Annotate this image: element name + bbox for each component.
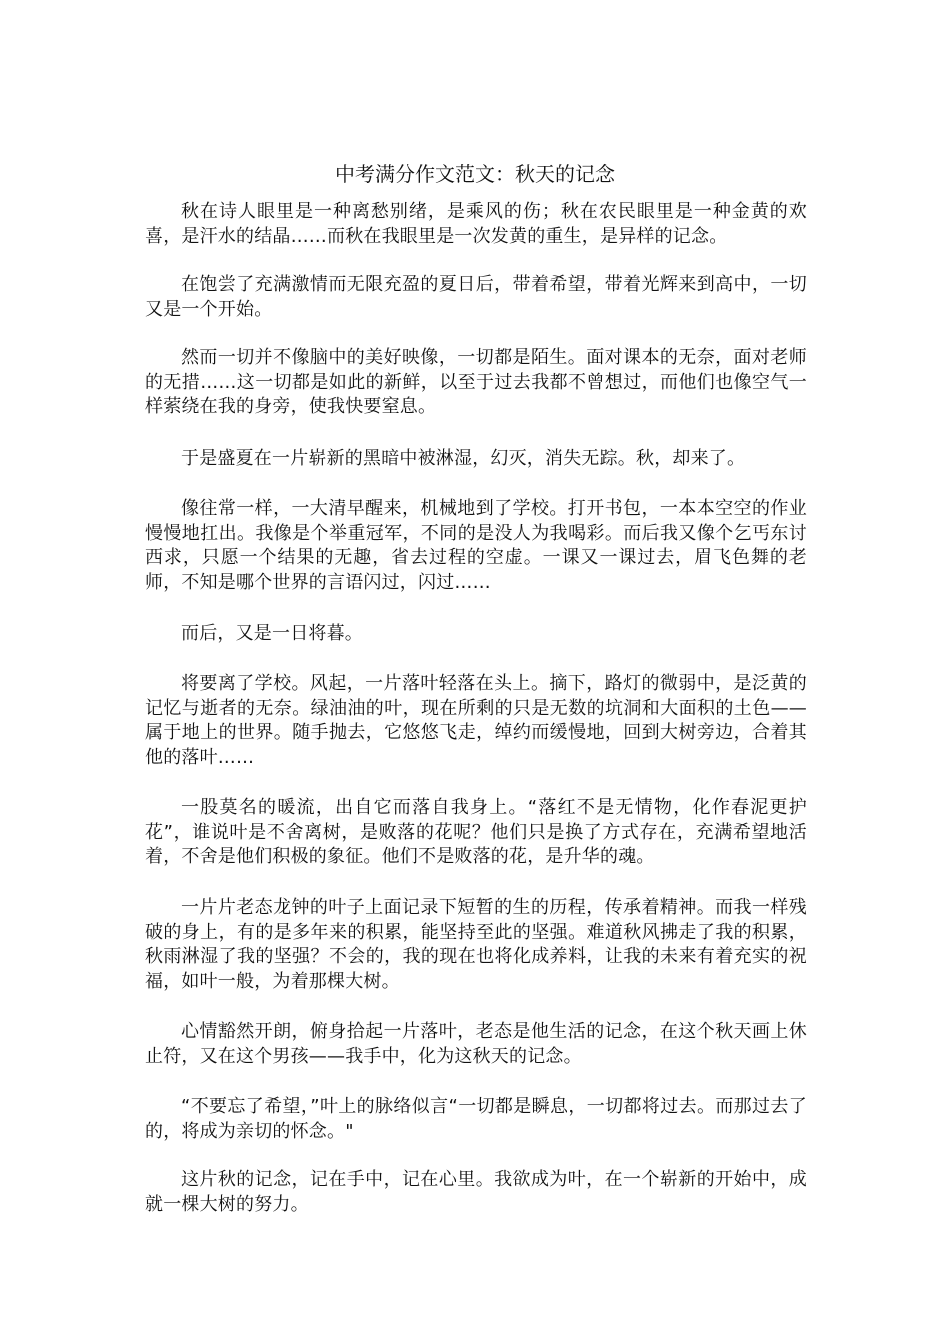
paragraph-10: 心情豁然开朗，俯身拾起一片落叶，老态是他生活的记念，在这个秋天画上休止符，又在这个男孩——我手中，化为这秋天的记念。 — [145, 1021, 807, 1067]
paragraph-4: 于是盛夏在一片崭新的黑暗中被淋湿，幻灭，消失无踪。秋，却来了。 — [181, 448, 746, 469]
paragraph-6: 而后，又是一日将暮。 — [181, 623, 363, 644]
paragraph-1: 秋在诗人眼里是一种离愁别绪，是乘风的伤；秋在农民眼里是一种金黄的欢喜，是汗水的结晶……而秋在我眼里是一次发黄的重生，是异样的记念。 — [145, 201, 807, 247]
paragraph-11: “不要忘了希望，”叶上的脉络似言“一切都是瞬息，一切都将过去。而那过去了的，将成为亲切的怀念。" — [145, 1096, 807, 1142]
paragraph-2: 在饱尝了充满激情而无限充盈的夏日后，带着希望，带着光辉来到高中，一切又是一个开始。 — [145, 274, 807, 320]
paragraph-9: 一片片老态龙钟的叶子上面记录下短暂的生的历程，传承着精神。而我一样残破的身上，有的是多年来的积累，能坚持至此的坚强。难道秋风拂走了我的积累，秋雨淋湿了我的坚强？不会的，我的现在也将化成养料，让我的未来有着充实的祝福，如叶一般，为着那棵大树。 — [145, 897, 807, 992]
paragraph-12: 这片秋的记念，记在手中，记在心里。我欲成为叶，在一个崭新的开始中，成就一棵大树的努力。 — [145, 1169, 807, 1215]
document-title: 中考满分作文范文：秋天的记念 — [335, 162, 615, 186]
paragraph-3: 然而一切并不像脑中的美好映像，一切都是陌生。面对课本的无奈，面对老师的无措……这一切都是如此的新鲜，以至于过去我都不曾想过，而他们也像空气一样萦绕在我的身旁，使我快要窒息。 — [145, 347, 807, 417]
paragraph-5: 像往常一样，一大清早醒来，机械地到了学校。打开书包，一本本空空的作业慢慢地扛出。我像是个举重冠军，不同的是没人为我喝彩。而后我又像个乞丐东讨西求，只愿一个结果的无趣，省去过程的空虚。一课又一课过去，眉飞色舞的老师，不知是哪个世界的言语闪过，闪过…… — [145, 498, 807, 593]
paragraph-7: 将要离了学校。风起，一片落叶轻落在头上。摘下，路灯的微弱中，是泛黄的记忆与逝者的无奈。绿油油的叶，现在所剩的只是无数的坑洞和大面积的土色——属于地上的世界。随手抛去，它悠悠飞走，绰约而缓慢地，回到大树旁边，合着其他的落叶…… — [145, 673, 807, 768]
paragraph-8: 一股莫名的暖流，出自它而落自我身上。“落红不是无情物，化作春泥更护花”，谁说叶是不舍离树，是败落的花呢？他们只是换了方式存在，充满希望地活着，不舍是他们积极的象征。他们不是败落的花，是升华的魂。 — [145, 797, 807, 867]
